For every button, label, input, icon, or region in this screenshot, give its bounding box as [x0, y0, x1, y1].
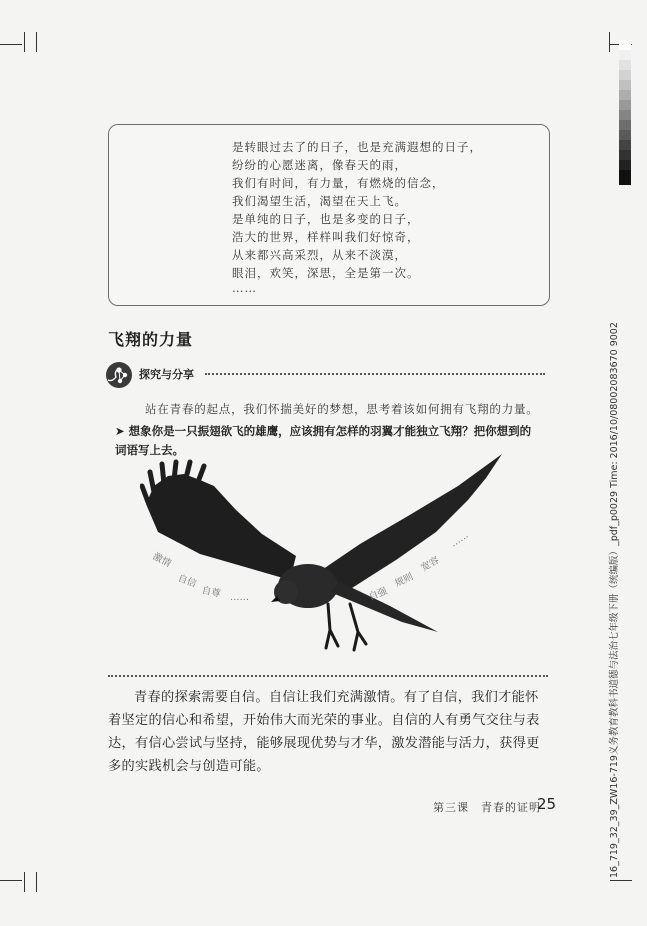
crop-mark	[610, 880, 632, 881]
arrow-bullet-icon: ➤	[115, 424, 125, 438]
task-question: 想象你是一只振翅欲飞的雄鹰，应该拥有怎样的羽翼才能独立飞翔？把你想到的词语写上去。	[115, 424, 532, 457]
body-paragraph	[108, 686, 546, 778]
crop-mark	[36, 32, 37, 52]
page-number: 25	[537, 795, 557, 813]
wing-word-left: 自尊	[200, 585, 222, 600]
body-paragraph-text: 青春的探索需要自信。自信让我们充满激情。有了自信，我们才能怀着坚定的信心和希望，开始伟大而光荣的事业。自信的人有勇气交往与表达，有信心尝试与坚持，能够展现优势与才华，激发潜能与活力，获得更多的实践机会与创造可能。	[108, 690, 540, 774]
eagle-illustration	[140, 452, 512, 662]
footer-chapter: 第三课 青春的证明	[433, 801, 541, 814]
crop-mark	[0, 880, 22, 881]
poem-line: 是单纯的日子，也是多变的日子，	[232, 212, 420, 226]
wing-word-right: ……	[448, 529, 471, 550]
crop-mark	[0, 44, 22, 45]
crop-mark	[36, 872, 37, 892]
wing-word-right: 宽容	[419, 554, 442, 574]
poem-line: 我们有时间，有力量，有燃烧的信念，	[232, 176, 445, 190]
wing-word-left: ……	[230, 592, 249, 603]
poem-line: 纷纷的心愿迷离，像春天的雨，	[232, 158, 407, 172]
side-print-info: 16_719_32_39_ZW16-719义务教育教科书道德与法治七年级下册（统编版）_pdf_p0029 Time: 2016/10/08002083670 9002	[609, 322, 620, 878]
poem-line: 眼泪，欢笑，深思，全是第一次。	[232, 266, 420, 280]
wing-word-right: 自强	[367, 585, 389, 604]
dotted-divider	[108, 675, 548, 677]
poem-line: 从来都兴高采烈，从来不淡漠，	[232, 248, 407, 262]
poem-line: 我们渴望生活，渴望在天上飞。	[232, 194, 407, 208]
poem-line: ……	[232, 281, 257, 295]
poem-line: 浩大的世界，样样叫我们好惊奇，	[232, 230, 420, 244]
intro-text: 站在青春的起点，我们怀揣美好的梦想，思考着该如何拥有飞翔的力量。	[145, 402, 539, 416]
crop-mark	[24, 32, 25, 52]
section-title: 飞翔的力量	[108, 330, 194, 349]
dotted-divider	[205, 373, 545, 375]
wing-word-left: 自信	[176, 572, 198, 590]
activity-label: 探究与分享	[139, 368, 194, 381]
wing-word-right: 规则	[393, 571, 416, 590]
wing-word-left: 激情	[150, 551, 173, 570]
color-bar	[619, 40, 631, 185]
explore-share-icon	[104, 360, 134, 390]
crop-mark	[609, 32, 610, 52]
poem-line: 是转眼过去了的日子，也是充满遐想的日子，	[232, 140, 482, 154]
crop-mark	[24, 872, 25, 892]
